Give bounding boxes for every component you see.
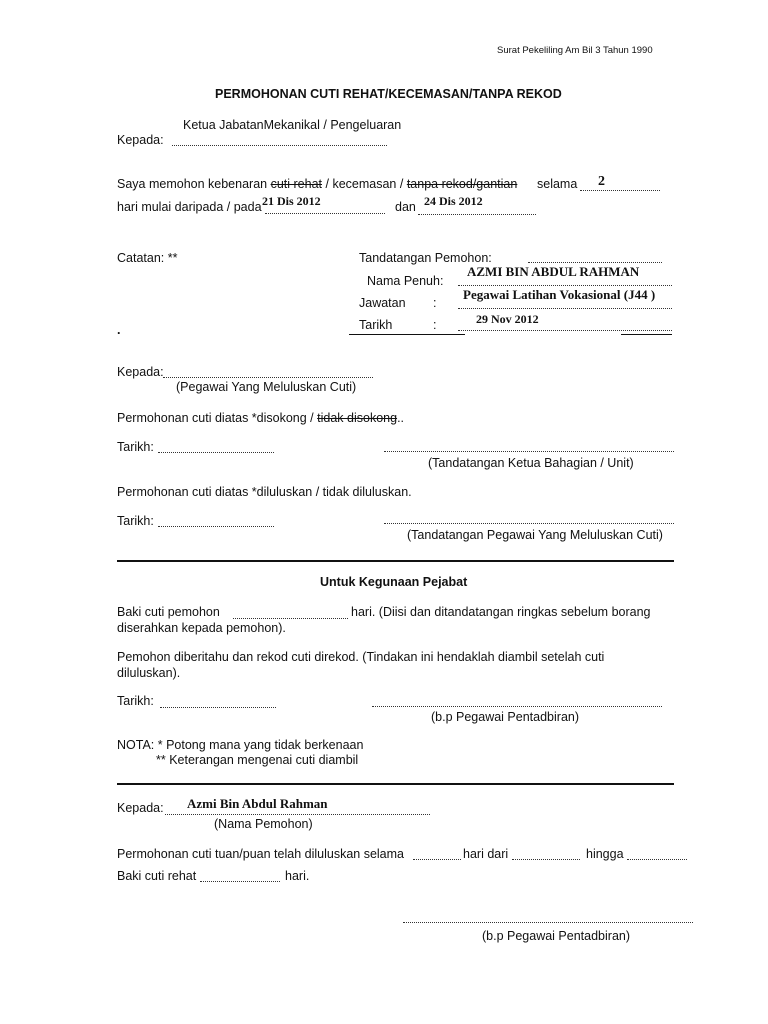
- stray-mark: .: [117, 323, 121, 337]
- reply-name-field[interactable]: [165, 814, 430, 815]
- signature-label: Tandatangan Pemohon:: [359, 251, 492, 265]
- baki-field[interactable]: [233, 618, 348, 619]
- office-heading: Untuk Kegunaan Pejabat: [320, 575, 468, 589]
- baki-line-2: diserahkan kepada pemohon).: [117, 621, 286, 635]
- tarikh-value: 29 Nov 2012: [476, 312, 539, 326]
- start-date-value: 21 Dis 2012: [262, 194, 321, 208]
- reply-sig-field[interactable]: [403, 922, 693, 923]
- kepada-line[interactable]: [172, 145, 387, 146]
- jawatan-field[interactable]: [458, 308, 672, 309]
- reply-hingga: hingga: [586, 847, 624, 861]
- signature-field[interactable]: [528, 262, 662, 263]
- kepada-label: Kepada:: [117, 133, 164, 147]
- reply-baki-field[interactable]: [200, 881, 280, 882]
- reply-hari-dari: hari dari: [463, 847, 509, 861]
- jawatan-label: Jawatan: [359, 296, 406, 310]
- baki-suffix: hari. (Diisi dan ditandatangan ringkas sebelum borang: [351, 605, 651, 619]
- reply-from-field[interactable]: [512, 859, 580, 860]
- notify-line-2: diluluskan).: [117, 666, 181, 680]
- catatan-label: Catatan: **: [117, 251, 178, 265]
- tarikh-colon: :: [433, 318, 437, 332]
- sig2-caption: (Tandatangan Pegawai Yang Meluluskan Cuti): [407, 528, 663, 542]
- leave-type-cuti-rehat: cuti rehat: [270, 177, 323, 191]
- jawatan-colon: :: [433, 296, 437, 310]
- tarikh-label: Tarikh: [359, 318, 393, 332]
- reply-name-caption: (Nama Pemohon): [214, 817, 313, 831]
- sig2-field[interactable]: [384, 523, 674, 524]
- start-date-label: hari mulai daripada / pada: [117, 200, 262, 214]
- office-sig-field[interactable]: [372, 706, 662, 707]
- approver-caption: (Pegawai Yang Meluluskan Cuti): [176, 380, 357, 394]
- tidak-disokong: tidak disokong: [317, 411, 398, 425]
- tarikh-underline-right: [621, 334, 672, 335]
- approve-line: Permohonan cuti diatas *diluluskan / tidak diluluskan.: [117, 485, 412, 499]
- reply-kepada-label: Kepada:: [117, 801, 164, 815]
- form-title: PERMOHONAN CUTI REHAT/KECEMASAN/TANPA REKOD: [215, 87, 562, 101]
- days-value: 2: [598, 174, 605, 189]
- jawatan-value: Pegawai Latihan Vokasional (J44 ): [463, 287, 656, 302]
- recipient-printed: Ketua JabatanMekanikal / Pengeluaran: [183, 118, 402, 132]
- sig1-caption: (Tandatangan Ketua Bahagian / Unit): [428, 456, 634, 470]
- end-date-field[interactable]: [418, 214, 536, 215]
- tarikh1-field[interactable]: [158, 452, 274, 453]
- office-tarikh-label: Tarikh:: [117, 694, 154, 708]
- end-date-value: 24 Dis 2012: [424, 194, 483, 208]
- office-bp-caption: (b.p Pegawai Pentadbiran): [431, 710, 580, 724]
- nama-value: AZMI BIN ABDUL RAHMAN: [467, 264, 640, 279]
- approver-kepada-field[interactable]: [163, 377, 373, 378]
- reply-baki-prefix: Baki cuti rehat: [117, 869, 197, 883]
- nota-line-1: NOTA: * Potong mana yang tidak berkenaan: [117, 738, 364, 752]
- reply-bp-caption: (b.p Pegawai Pentadbiran): [482, 929, 631, 943]
- reply-to-field[interactable]: [627, 859, 687, 860]
- sig1-field[interactable]: [384, 451, 674, 452]
- reply-baki-suffix: hari.: [285, 869, 310, 883]
- nama-field[interactable]: [458, 285, 672, 286]
- office-tarikh-field[interactable]: [160, 707, 276, 708]
- start-date-field[interactable]: [265, 213, 385, 214]
- reply-name-value: Azmi Bin Abdul Rahman: [187, 796, 328, 811]
- notify-line-1: Pemohon diberitahu dan rekod cuti direkod. (Tindakan ini hendaklah diambil setelah cuti: [117, 650, 605, 664]
- tarikh2-label: Tarikh:: [117, 514, 154, 528]
- leave-type-tanpa-rekod: tanpa rekod/gantian: [406, 177, 518, 191]
- tarikh-field[interactable]: [458, 330, 672, 331]
- circular-reference: Surat Pekeliling Am Bil 3 Tahun 1990: [497, 45, 653, 56]
- reply-days-field[interactable]: [413, 859, 461, 860]
- baki-prefix: Baki cuti pemohon: [117, 605, 220, 619]
- nama-label: Nama Penuh:: [367, 274, 444, 288]
- reply-approved-prefix: Permohonan cuti tuan/puan telah diluluskan selama: [117, 847, 404, 861]
- application-line-1: Saya memohon kebenaran cuti rehat / kecemasan / tanpa rekod/gantian: [117, 177, 518, 191]
- nota-line-2: ** Keterangan mengenai cuti diambil: [156, 753, 359, 767]
- days-field[interactable]: [580, 190, 660, 191]
- dan-label: dan: [395, 200, 416, 214]
- selama-label: selama: [537, 177, 578, 191]
- tarikh2-field[interactable]: [158, 526, 274, 527]
- tarikh1-label: Tarikh:: [117, 440, 154, 454]
- approver-kepada-label: Kepada:: [117, 365, 164, 379]
- tarikh-underline-left: [349, 334, 465, 335]
- divider-2: [117, 783, 674, 785]
- divider-1: [117, 560, 674, 562]
- support-line: Permohonan cuti diatas *disokong / tidak disokong..: [117, 411, 405, 425]
